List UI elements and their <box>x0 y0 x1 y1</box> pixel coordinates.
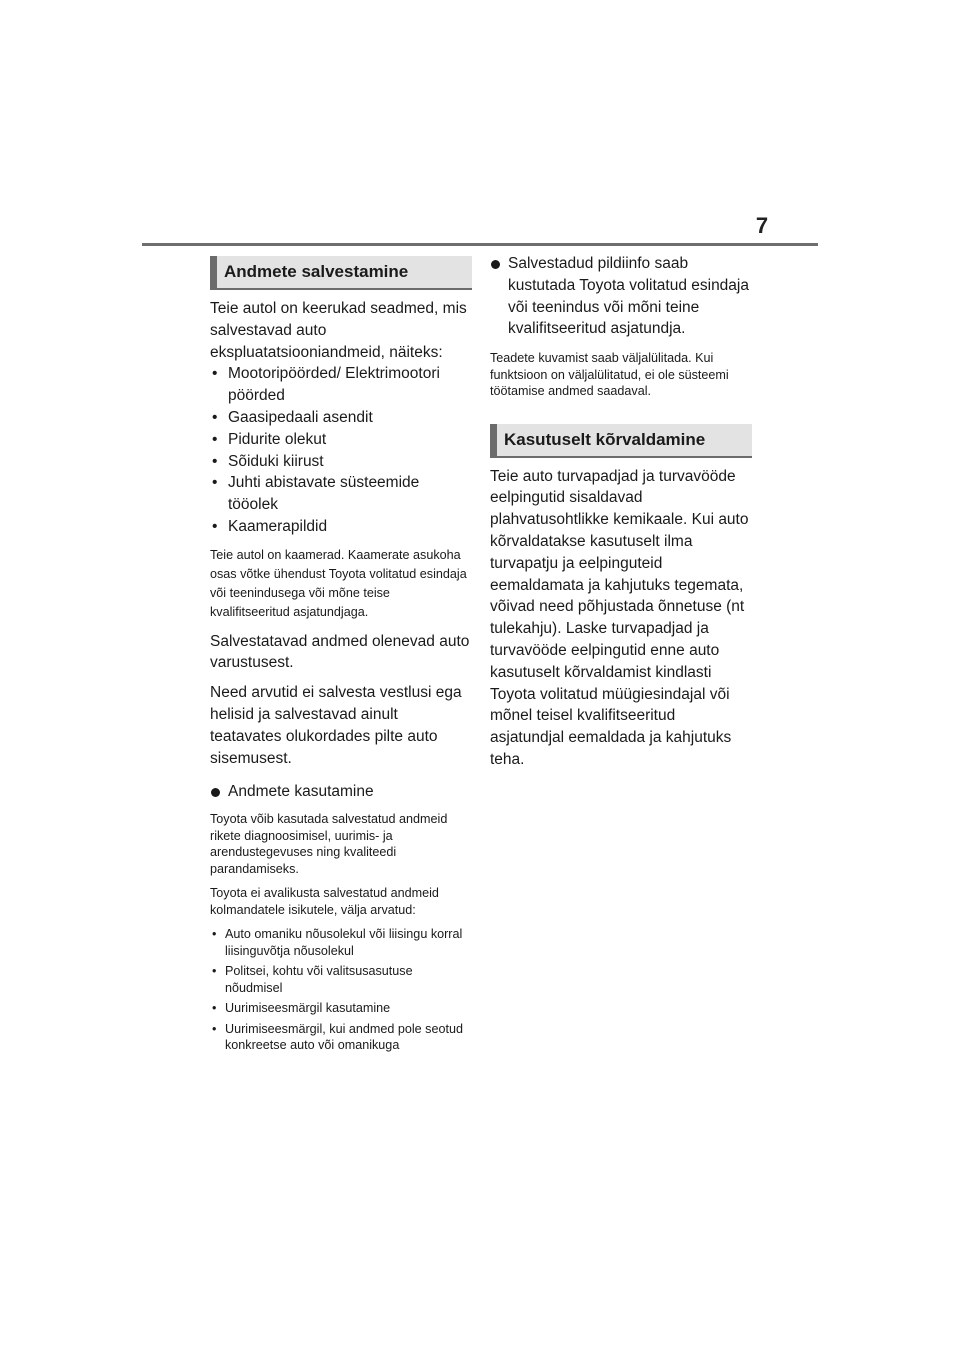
right-column <box>490 253 752 771</box>
page-number: 7 <box>755 213 769 238</box>
camera-note: Teie autol on kaamerad. Kaamerate asukoha osas võtke ühendust Toyota volitatud esindaja või teenindusega või mõne teise kvalifitseeritud asjatundjaga. <box>210 547 467 620</box>
list-item: • Auto omaniku nõusolekul või liisingu korral liisinguvõtja nõusolekul <box>210 926 472 959</box>
usage-bullet-label: Andmete kasutamine <box>228 783 374 801</box>
list-item: • Kaamerapildid <box>210 516 472 538</box>
usage-paragraph-2: Toyota ei avalikusta salvestatud andmeid kolmandatele isikutele, välja arvatud: <box>210 886 439 917</box>
list-item: • Sõiduki kiirust <box>210 451 472 473</box>
display-note: Teadete kuvamist saab väljalülitada. Kui funktsioon on väljalülitatud, ei ole süsteemi töötamise andmed saadaval. <box>490 351 729 399</box>
delete-bullet-text: Salvestadud pildiinfo saab kustutada Toyota volitatud esindaja või teenindus või mõni teine kvalifitseeritud asjatundja. <box>508 255 749 338</box>
bullet-dot-icon <box>491 260 500 269</box>
section-header-disposal: Kasutuselt kõrvaldamine <box>490 424 752 458</box>
list-item: • Uurimiseesmärgil kasutamine <box>210 1000 472 1017</box>
usage-bullet <box>210 781 472 803</box>
section-header-data-recording: Andmete salvestamine <box>210 256 472 290</box>
intro-paragraph: Teie autol on keerukad seadmed, mis salvestavad auto ekspluatatsiooniandmeid, näiteks: <box>210 300 467 361</box>
disclosure-list <box>210 926 472 1054</box>
disposal-paragraph: Teie auto turvapadjad ja turvavööde eelpingutid sisaldavad plahvatusohtlikke kemikaale. Kui auto kõrvaldatakse kasutuselt ilma turvapatju ja eelpinguteid eemaldamata ja kahjutuks tegemata, võivad need põhjustada õnnetuse (nt tulekahju). Laske turvapadjad ja turvavööde eelpingutid enne auto kasutuselt kõrvaldamist kindlasti Toyota volitatud müügiesindajal või mõnel teisel kvalifitseeritud asjatundjal eemaldada ja kahjutuks teha. <box>490 467 749 769</box>
bullet-dot-icon <box>211 788 220 797</box>
list-item: • Gaasipedaali asendit <box>210 407 472 429</box>
list-item: • Uurimiseesmärgil, kui andmed pole seotud konkreetse auto või omanikuga <box>210 1021 472 1054</box>
depends-paragraph: Salvestatavad andmed olenevad auto varustusest. <box>210 632 470 672</box>
usage-paragraph-1: Toyota võib kasutada salvestatud andmeid rikete diagnoosimisel, uurimis- ja arendustegevuses ning kvaliteedi parandamiseks. <box>210 812 448 876</box>
list-item: • Juhti abistavate süsteemide tööolek <box>210 472 472 516</box>
left-column <box>210 256 472 1058</box>
list-item: • Mootoripöörded/ Elektrimootori pöörded <box>210 363 472 407</box>
delete-bullet <box>490 253 752 340</box>
list-item: • Pidurite olekut <box>210 429 472 451</box>
recorded-data-list <box>210 363 472 537</box>
header-rule <box>142 243 818 246</box>
list-item: • Politsei, kohtu või valitsusasutuse nõudmisel <box>210 963 472 996</box>
voice-paragraph: Need arvutid ei salvesta vestlusi ega helisid ja salvestavad ainult teatavates olukordades pilte auto sisemusest. <box>210 684 462 767</box>
